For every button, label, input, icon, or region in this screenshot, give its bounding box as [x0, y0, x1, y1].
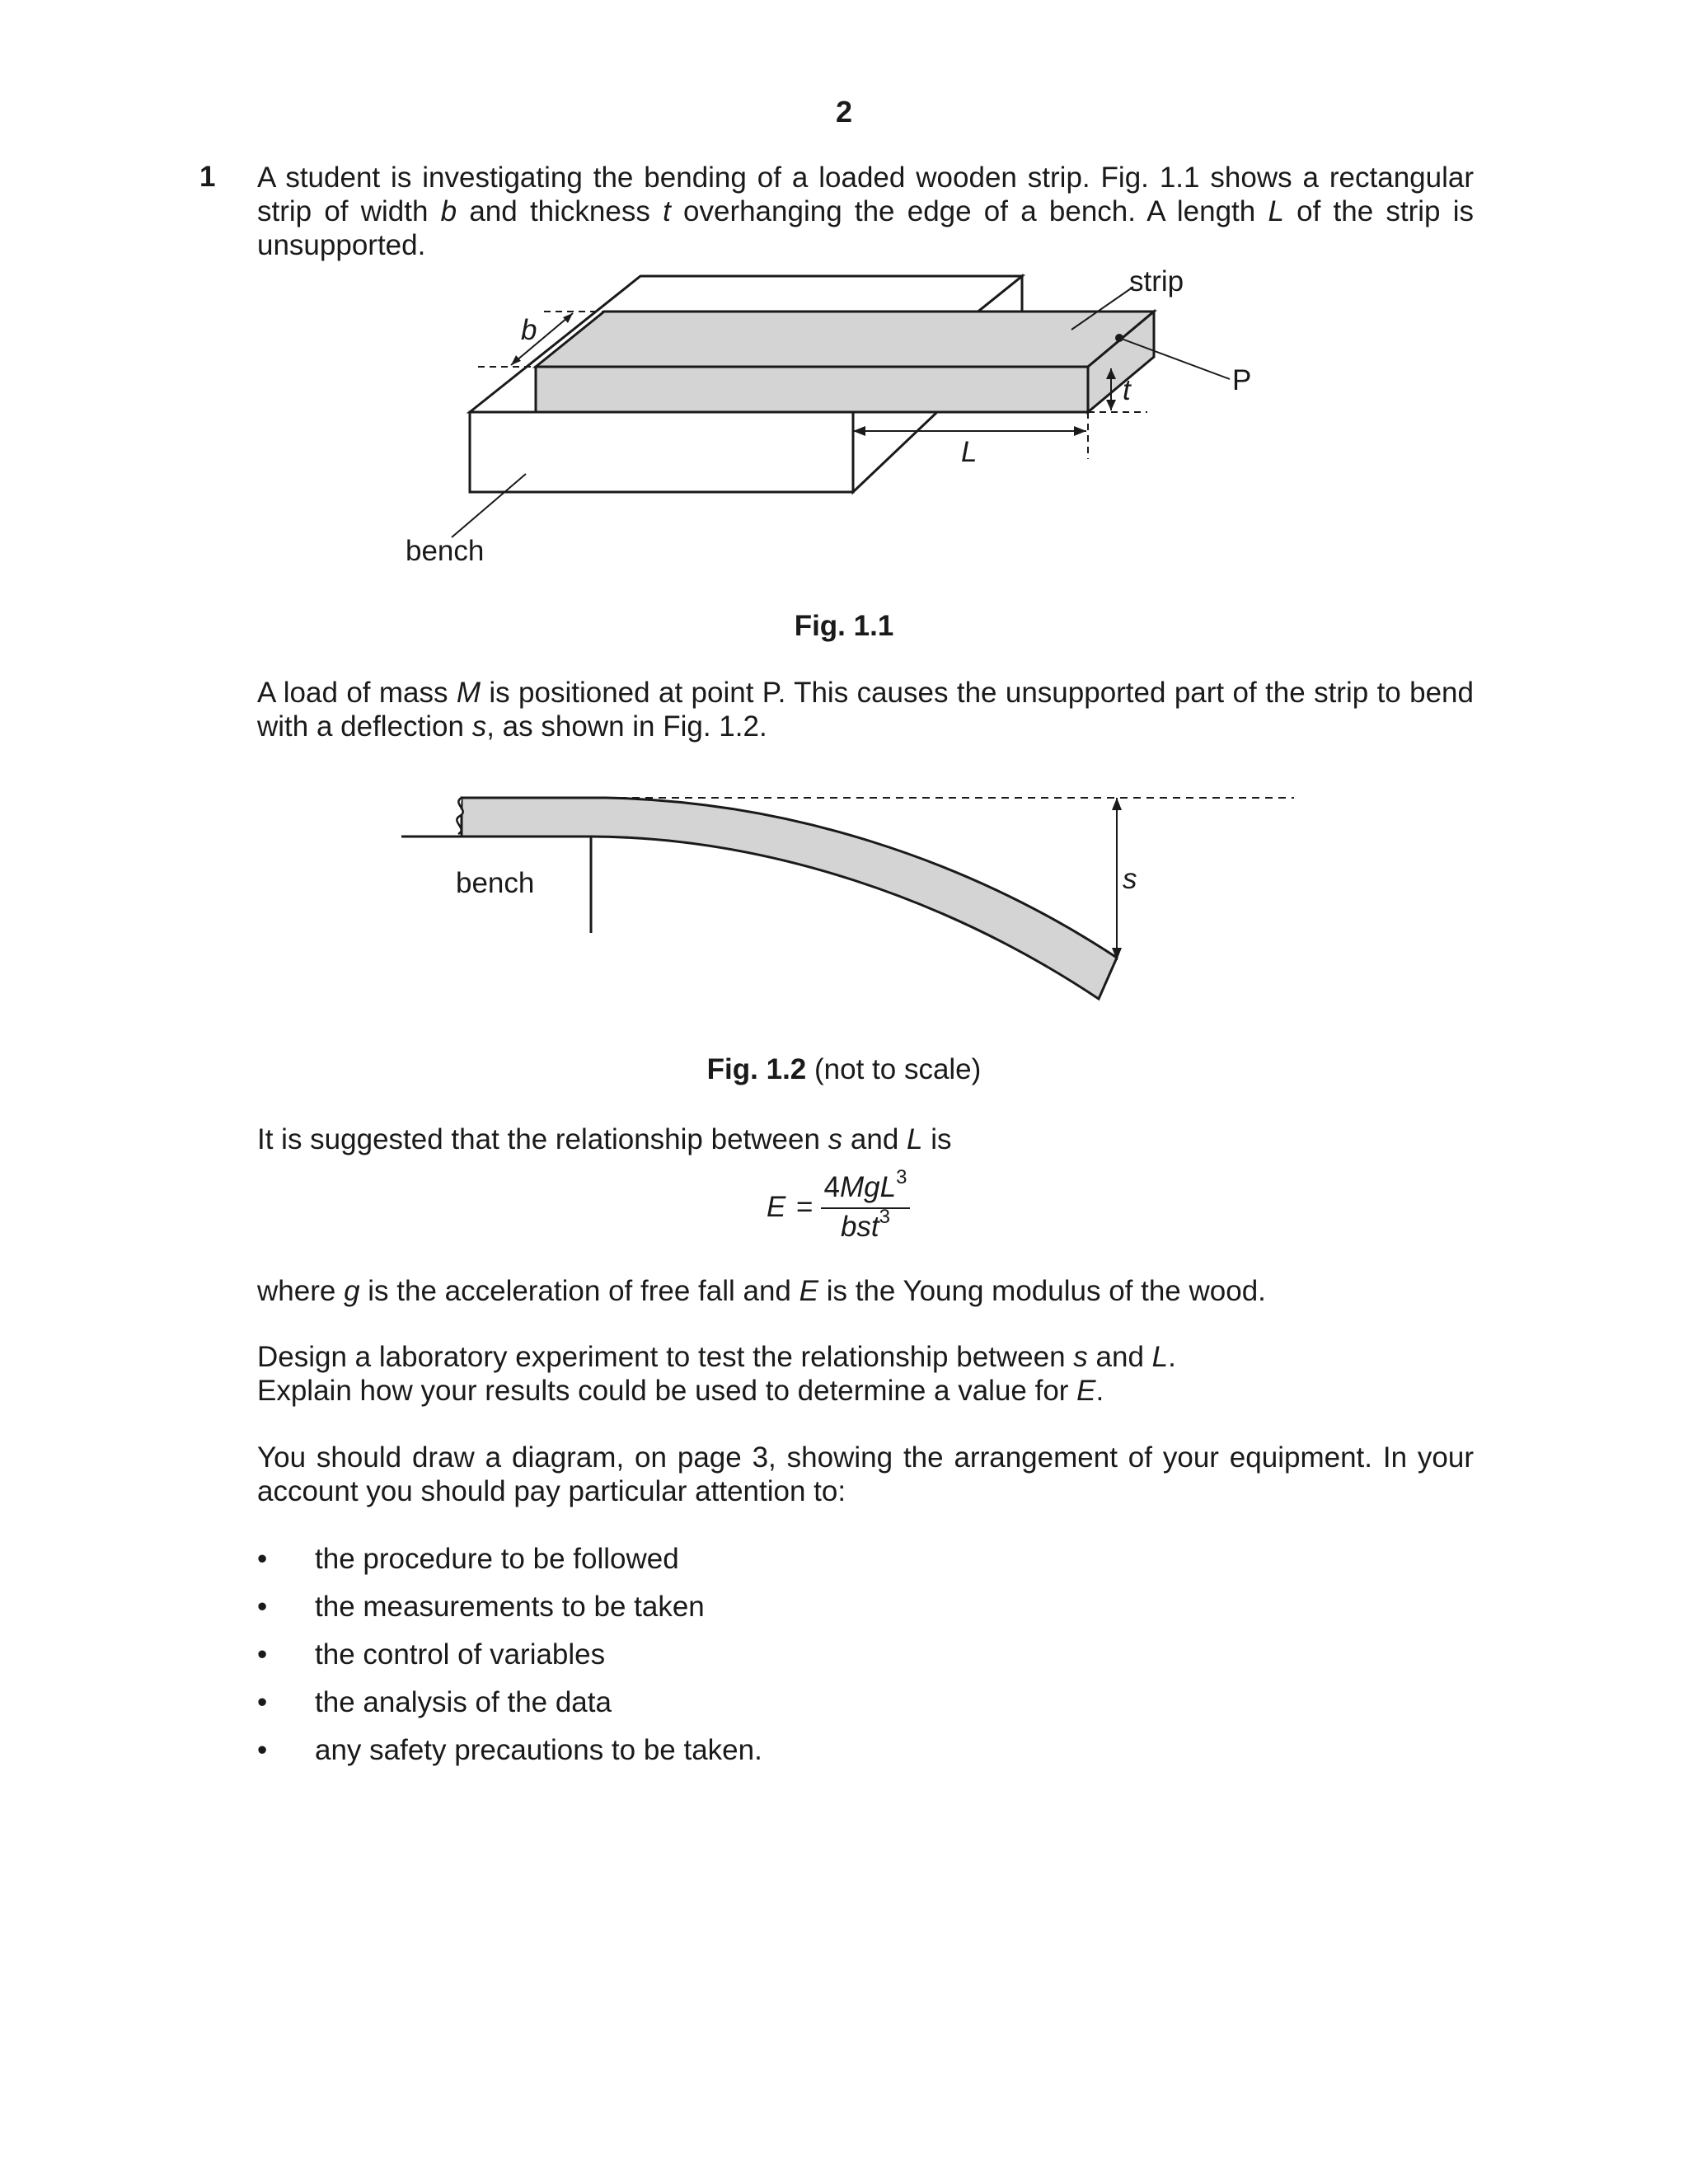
label-l: L [961, 436, 978, 468]
label-t: t [1123, 374, 1131, 406]
formula-fraction-bar [821, 1207, 910, 1209]
strip-front-face [536, 367, 1088, 412]
formula-equals: = [796, 1191, 814, 1223]
b-arrow-top [563, 313, 573, 323]
list-item: the control of variables [315, 1638, 606, 1671]
label-strip: strip [1129, 265, 1184, 298]
figure-1-1 [387, 260, 1311, 581]
fig-1-1-caption: Fig. 1.1 [794, 610, 894, 642]
s-arrow-top [1112, 798, 1122, 810]
load-paragraph: A load of mass M is positioned at point P. This causes the unsupported part of the strip to bend with a deflection s, as shown in Fig. 1.2. [257, 677, 1474, 743]
design-paragraph [257, 1340, 1474, 1408]
l-arrow-right [1074, 426, 1086, 436]
b-arrow-bottom [511, 355, 521, 365]
bullet-symbol: • [257, 1686, 268, 1718]
bullet-symbol: • [257, 1638, 268, 1671]
where-paragraph: where g is the acceleration of free fall and E is the Young modulus of the wood. [257, 1275, 1266, 1307]
bullet-symbol: • [257, 1543, 268, 1575]
label-p: P [1232, 364, 1252, 396]
list-item: the measurements to be taken [315, 1591, 705, 1623]
label-bench-fig1: bench [406, 535, 485, 567]
list-item: the analysis of the data [315, 1686, 612, 1718]
relation-paragraph: It is suggested that the relationship between s and L is [257, 1123, 952, 1155]
page-number: 2 [835, 95, 853, 129]
young-modulus-formula [767, 1166, 931, 1249]
strip-top-face [536, 312, 1154, 367]
formula-denominator: bst$^3$ [840, 1206, 891, 1243]
question-number: 1 [199, 161, 216, 193]
bent-strip [462, 798, 1117, 999]
label-bench-fig2: bench [456, 867, 535, 899]
fig-1-2-caption: Fig. 1.2 (not to scale) [706, 1053, 982, 1085]
bullet-symbol: • [257, 1734, 268, 1766]
diagram-paragraph: You should draw a diagram, on page 3, showing the arrangement of your equipment. In your account you should pay particular attention to: [257, 1441, 1474, 1507]
design-line-2: Explain how your results could be used to determine a value for E. [257, 1375, 1104, 1407]
bench-front-face [470, 412, 853, 492]
t-arrow-bottom [1106, 400, 1116, 410]
design-line-1: Design a laboratory experiment to test the relationship between s and L. [257, 1341, 1176, 1373]
figure-1-2 [396, 783, 1302, 1005]
list-item: the procedure to be followed [315, 1543, 679, 1575]
list-item: any safety precautions to be taken. [315, 1734, 762, 1766]
label-s: s [1123, 863, 1137, 895]
bullet-symbol: • [257, 1591, 268, 1623]
formula-numerator: 4MgL$^3$ [823, 1166, 907, 1203]
intro-paragraph: A student is investigating the bending of a loaded wooden strip. Fig. 1.1 shows a rectangular strip of width b and thickness t overhanging the edge of a bench. A length L of the strip is unsupported. [257, 162, 1475, 261]
label-b: b [521, 314, 537, 346]
formula-lhs: E [767, 1191, 786, 1223]
